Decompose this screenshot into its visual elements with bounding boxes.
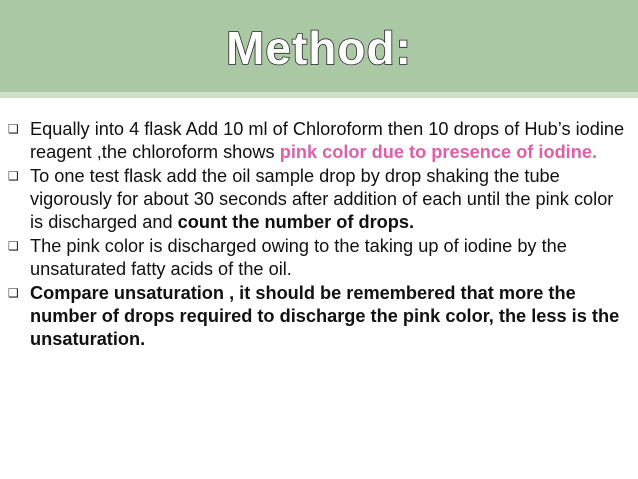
square-bullet-icon: ❑ xyxy=(8,122,19,136)
list-item xyxy=(0,165,630,234)
bullet-plain-text: Equally into 4 flask Add 10 ml of Chloroform then 10 drops of Hub’s iodine reagent ,the chloroform shows xyxy=(30,119,625,162)
square-bullet-icon: ❑ xyxy=(8,239,19,253)
bullet-text xyxy=(30,165,630,234)
slide-title: Method: xyxy=(226,22,412,74)
bullet-plain-text: To one test flask add the oil sample drop by drop shaking the tube vigorously for about 30 seconds after addition of each until the pink color is discharged and xyxy=(30,166,614,232)
bullet-plain-text: The pink color is discharged owing to the taking up of iodine by the unsaturated fatty acids of the oil. xyxy=(30,236,567,279)
list-item xyxy=(0,282,630,351)
pink-highlight-text: pink color due to presence of iodine. xyxy=(279,142,598,162)
bold-text: count the number of drops. xyxy=(177,212,415,232)
bullet-text xyxy=(30,235,630,281)
list-item xyxy=(0,235,630,281)
square-bullet-icon: ❑ xyxy=(8,286,19,300)
square-bullet-icon: ❑ xyxy=(8,169,19,183)
bullet-list xyxy=(0,118,638,351)
banner-divider xyxy=(0,92,638,98)
bullet-text xyxy=(30,118,630,164)
bold-text: Compare unsaturation , it should be remembered that more the number of drops required to discharge the pink color, the less is the unsaturation. xyxy=(30,283,620,349)
bullet-text xyxy=(30,282,630,351)
list-item xyxy=(0,118,630,164)
